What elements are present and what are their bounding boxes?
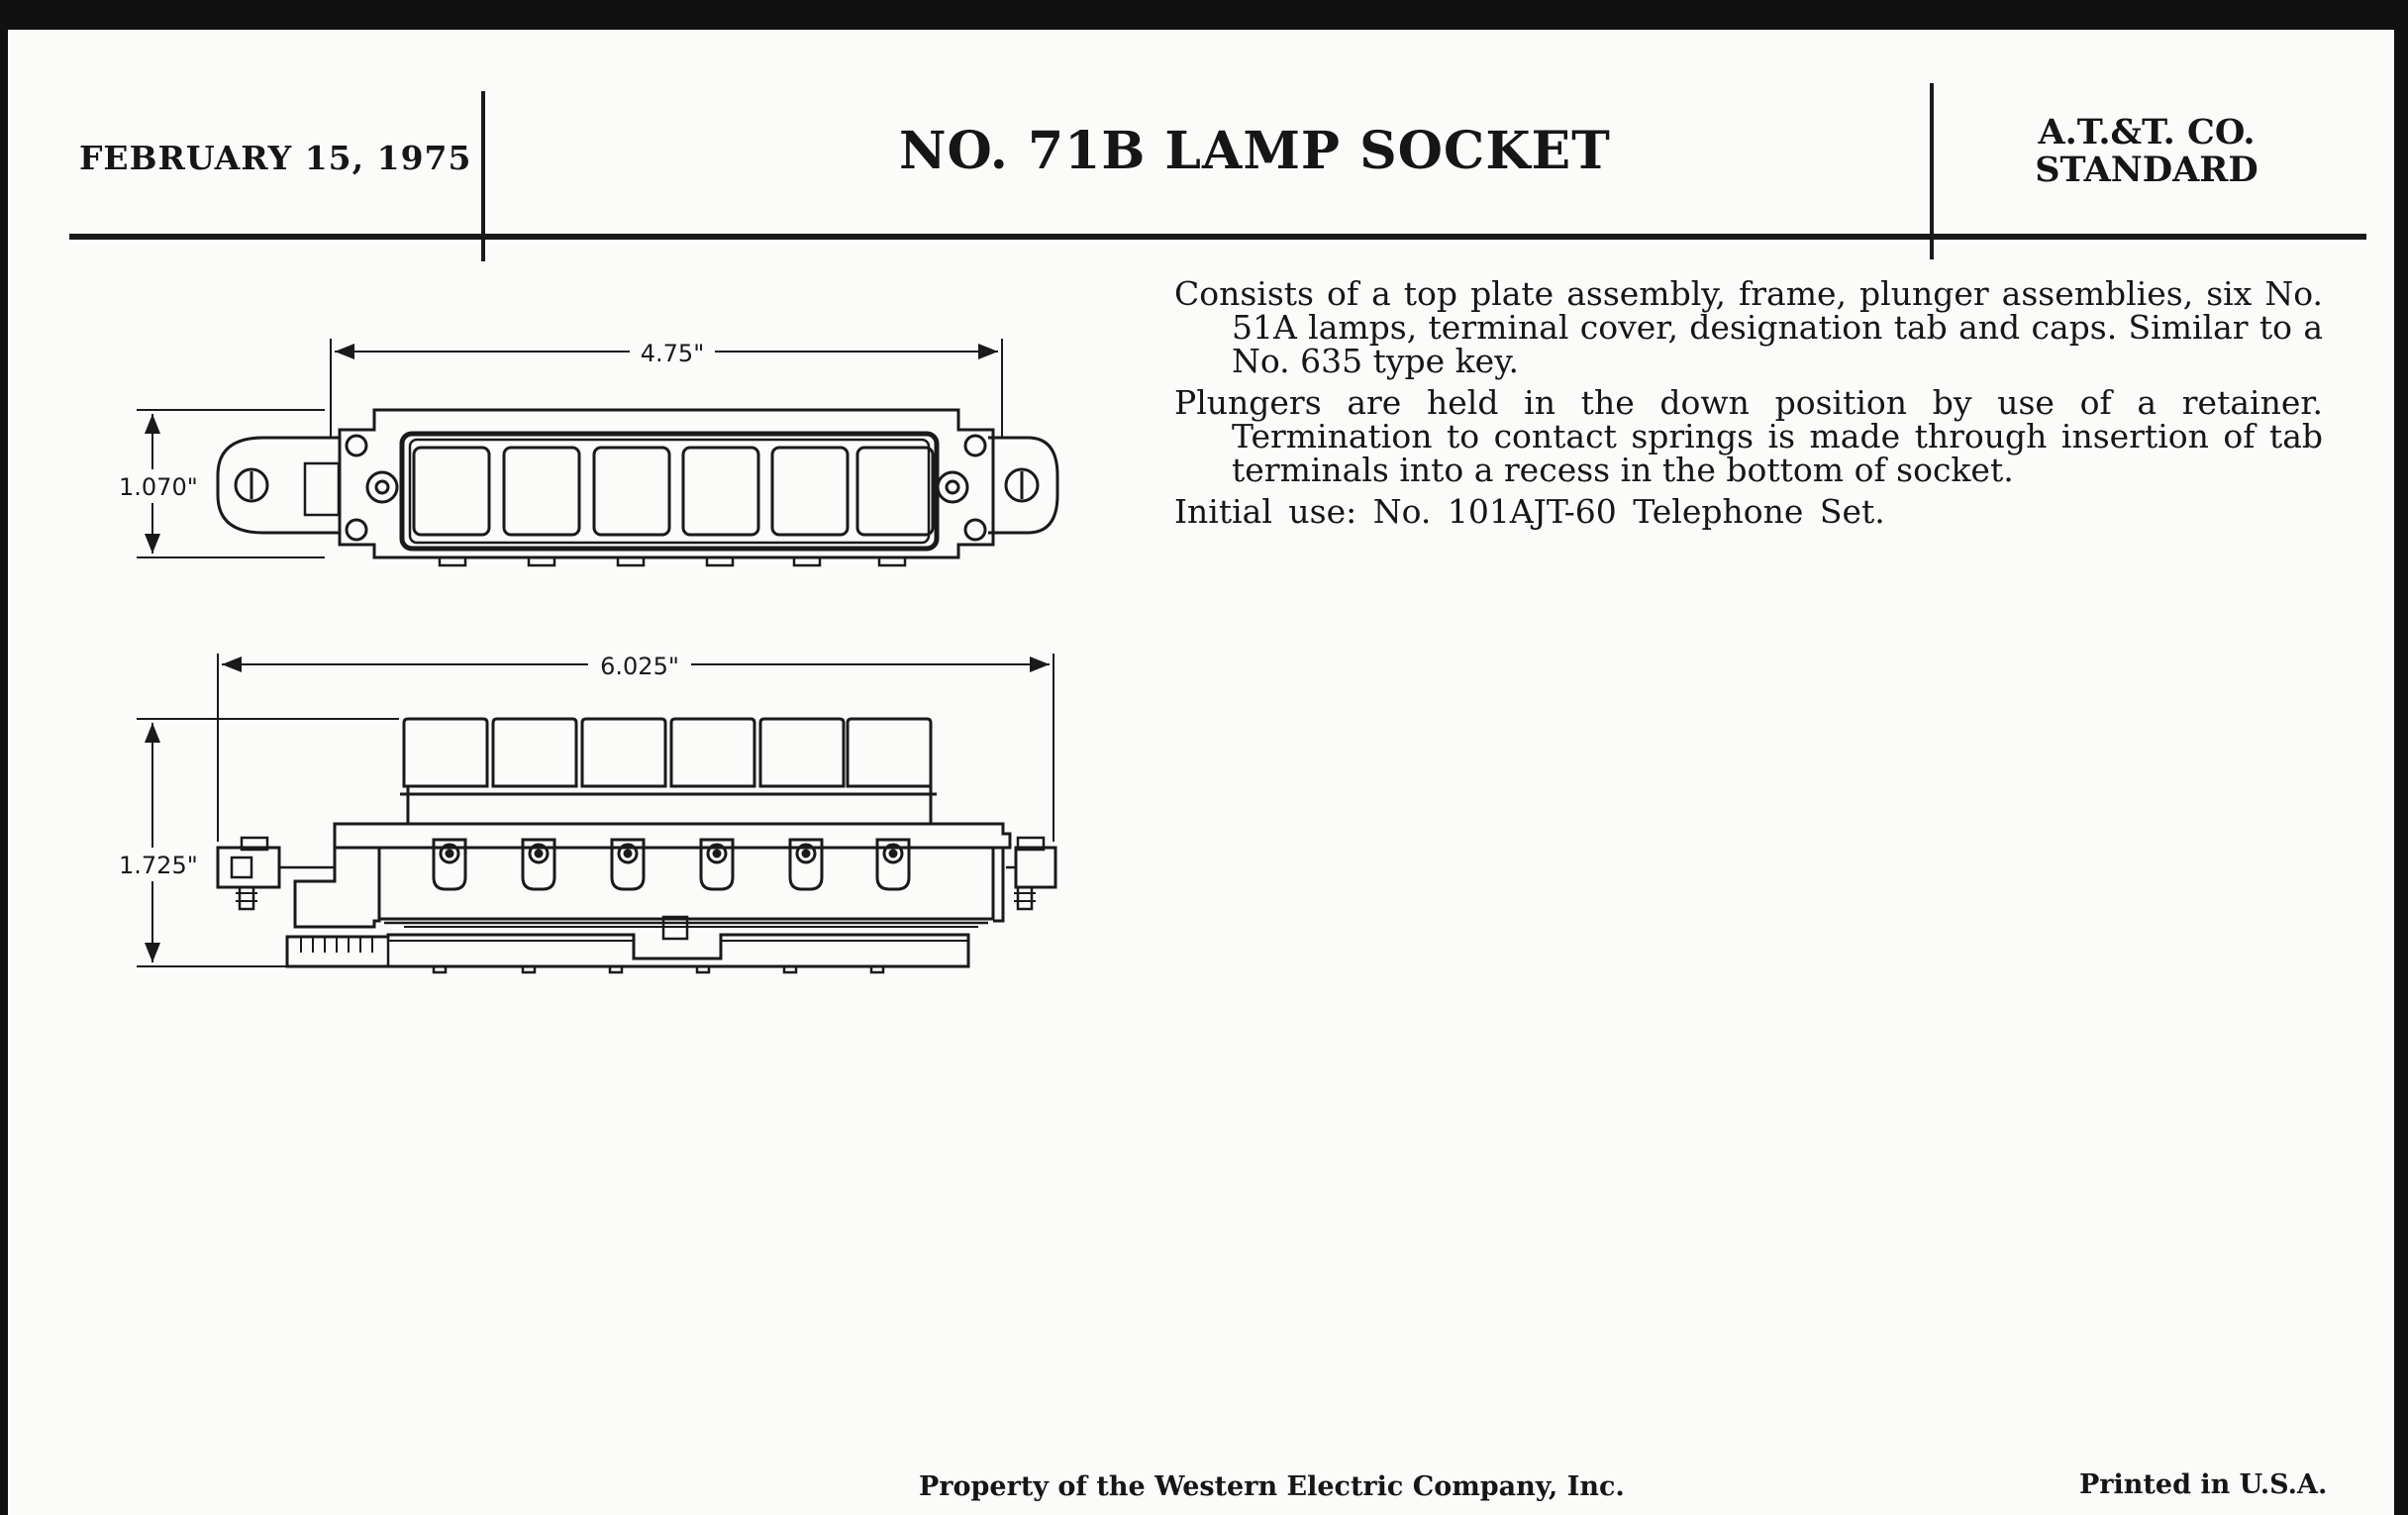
technical-drawings [8, 30, 1156, 1040]
header-organization [2028, 114, 2265, 189]
front-view-width-label: 6.025" [600, 653, 679, 680]
header-date: FEBRUARY 15, 1975 [79, 139, 472, 177]
plunger-cap [848, 719, 931, 786]
front-view-height-label: 1.725" [119, 852, 198, 879]
plunger-caps [404, 719, 931, 786]
plunger-cap [582, 719, 665, 786]
org-line-2: STANDARD [2035, 150, 2258, 190]
top-view-drawing [137, 339, 1057, 565]
footer-printed: Printed in U.S.A. [2079, 1469, 2328, 1500]
footer-property: Property of the Western Electric Company, Inc. [919, 1471, 1625, 1502]
description [1174, 274, 2323, 537]
lamp-window [504, 448, 579, 535]
page-title: NO. 71B LAMP SOCKET [899, 121, 1611, 181]
lamp-windows [414, 448, 933, 535]
plunger-cap [404, 719, 487, 786]
lamp-window [414, 448, 489, 535]
description-paragraph-1: Consists of a top plate assembly, frame, plunger assemblies, six No. 51A lamps, terminal cover, designation tab and caps. Similar to a No. 635 type key. [1174, 274, 2323, 380]
lamp-window [857, 448, 933, 535]
org-line-1: A.T.&T. CO. [2038, 112, 2256, 152]
lamp-window [683, 448, 758, 535]
plunger-cap [671, 719, 754, 786]
plunger-cap [493, 719, 576, 786]
top-view-width-label: 4.75" [640, 340, 705, 367]
lamp-window [772, 448, 848, 535]
plunger-cap [760, 719, 844, 786]
lamp-window [594, 448, 669, 535]
description-paragraph-2: Plungers are held in the down position by use of a retainer. Termination to contact springs is made through insertion of tab terminals into a recess in the bottom of socket. [1174, 383, 2323, 489]
initial-use: Initial use: No. 101AJT-60 Telephone Set. [1174, 492, 1885, 531]
top-view-height-label: 1.070" [119, 473, 198, 501]
spec-sheet [8, 30, 2394, 1515]
front-view-drawing [137, 654, 1055, 972]
